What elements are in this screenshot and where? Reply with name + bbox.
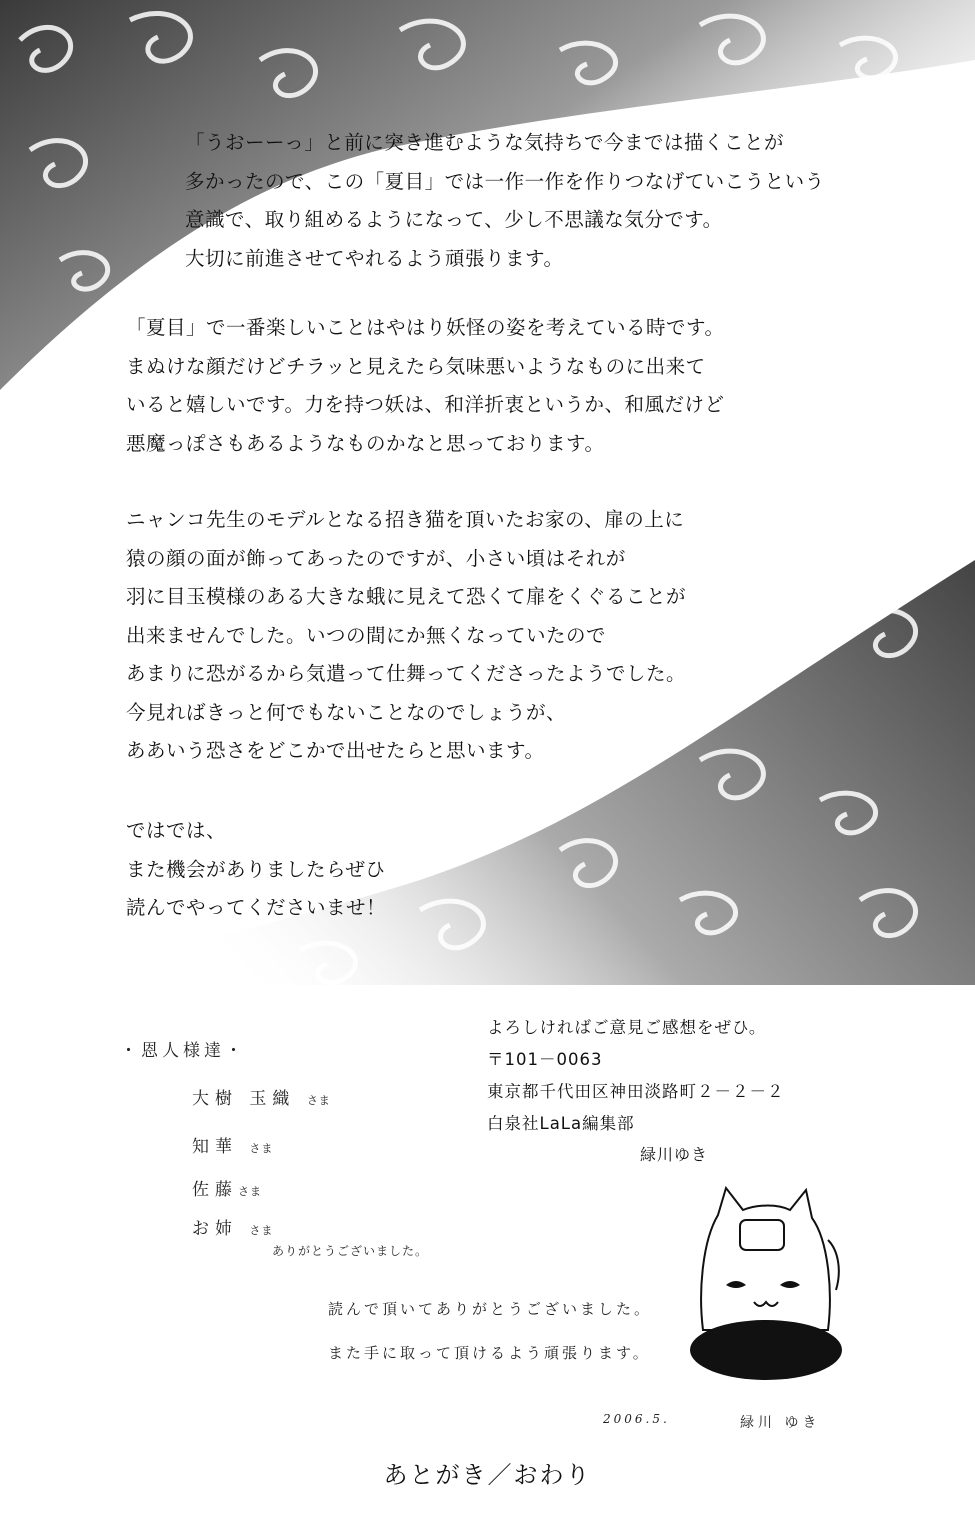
mail-author: 緑川ゆき xyxy=(640,1145,709,1164)
text-line: 意識で、取り組めるようになって、少し不思議な気分です。 xyxy=(185,208,723,231)
afterword-paragraph-4 xyxy=(126,812,386,928)
text-line: 羽に目玉模様のある大きな蛾に見えて恐くて扉をくぐることが xyxy=(126,585,687,608)
mail-address-block xyxy=(487,1012,785,1140)
footer-title: あとがき／おわり xyxy=(383,1461,592,1489)
text-line: 「夏目」で一番楽しいことはやはり妖怪の姿を考えている時です。 xyxy=(126,316,725,339)
closing-message-line: また手に取って頂けるよう頑張ります。 xyxy=(328,1344,651,1362)
mail-line: 〒101－0063 xyxy=(487,1050,603,1069)
honorific: さま xyxy=(238,1185,262,1198)
text-line: 今見ればきっと何でもないことなのでしょうが、 xyxy=(126,700,567,724)
honorific: さま xyxy=(306,1094,331,1107)
nyanko-sensei-illustration xyxy=(678,1180,848,1390)
thanks-name xyxy=(192,1214,273,1239)
date-text: 2006.5. xyxy=(603,1412,670,1426)
text-line: 多かったので、この「夏目」では一作一作を作りつなげていこうという xyxy=(185,169,825,193)
name-text: 知華 xyxy=(192,1137,238,1157)
afterword-paragraph-1 xyxy=(185,124,825,278)
thanks-name xyxy=(192,1175,262,1200)
afterword-paragraph-3 xyxy=(126,501,686,771)
honorific: さま xyxy=(249,1224,274,1237)
name-text: お姉 xyxy=(192,1219,238,1239)
text-line: ああいう恐さをどこかで出せたらと思います。 xyxy=(126,739,545,762)
thanks-note: ありがとうございました。 xyxy=(272,1244,429,1258)
text-line: 読んでやってくださいませ！ xyxy=(126,896,387,919)
text-line: また機会がありましたらぜひ xyxy=(126,857,386,881)
mail-line: 東京都千代田区神田淡路町２－２－２ xyxy=(487,1082,785,1101)
text-line: いると嬉しいです。力を持つ妖は、和洋折衷というか、和風だけど xyxy=(126,393,725,416)
text-line: 悪魔っぽさもあるようなものかなと思っております。 xyxy=(126,431,605,455)
mail-line: よろしければご意見ご感想をぜひ。 xyxy=(487,1018,767,1037)
text-line: 出来ませんでした。いつの間にか無くなっていたので xyxy=(126,623,607,647)
text-line: まぬけな顔だけどチラッと見えたら気味悪いようなものに出来て xyxy=(126,354,706,378)
text-line: ではでは、 xyxy=(126,819,227,842)
closing-message-line: 読んで頂いてありがとうございました。 xyxy=(328,1300,653,1318)
thanks-name xyxy=(192,1084,331,1109)
text-line: 「うおーーっ」と前に突き進むような気持ちで今までは描くことが xyxy=(185,131,785,154)
honorific: さま xyxy=(249,1142,274,1155)
thanks-heading: ・恩人様達・ xyxy=(120,1041,246,1061)
text-line: ニャンコ先生のモデルとなる招き猫を頂いたお家の、扉の上に xyxy=(126,508,685,531)
text-line: あまりに恐がるから気遣って仕舞ってくださったようでした。 xyxy=(126,662,687,685)
text-line: 大切に前進させてやれるよう頑張ります。 xyxy=(185,246,564,270)
afterword-paragraph-2 xyxy=(126,309,724,463)
thanks-name xyxy=(192,1132,273,1157)
name-text: 佐藤 xyxy=(192,1180,238,1200)
mail-line: 白泉社LaLa編集部 xyxy=(487,1114,635,1133)
name-text: 大樹 玉織 xyxy=(192,1089,296,1109)
author-signature: 緑川 ゆき xyxy=(740,1415,821,1431)
text-line: 猿の顔の面が飾ってあったのですが、小さい頃はそれが xyxy=(126,546,626,570)
